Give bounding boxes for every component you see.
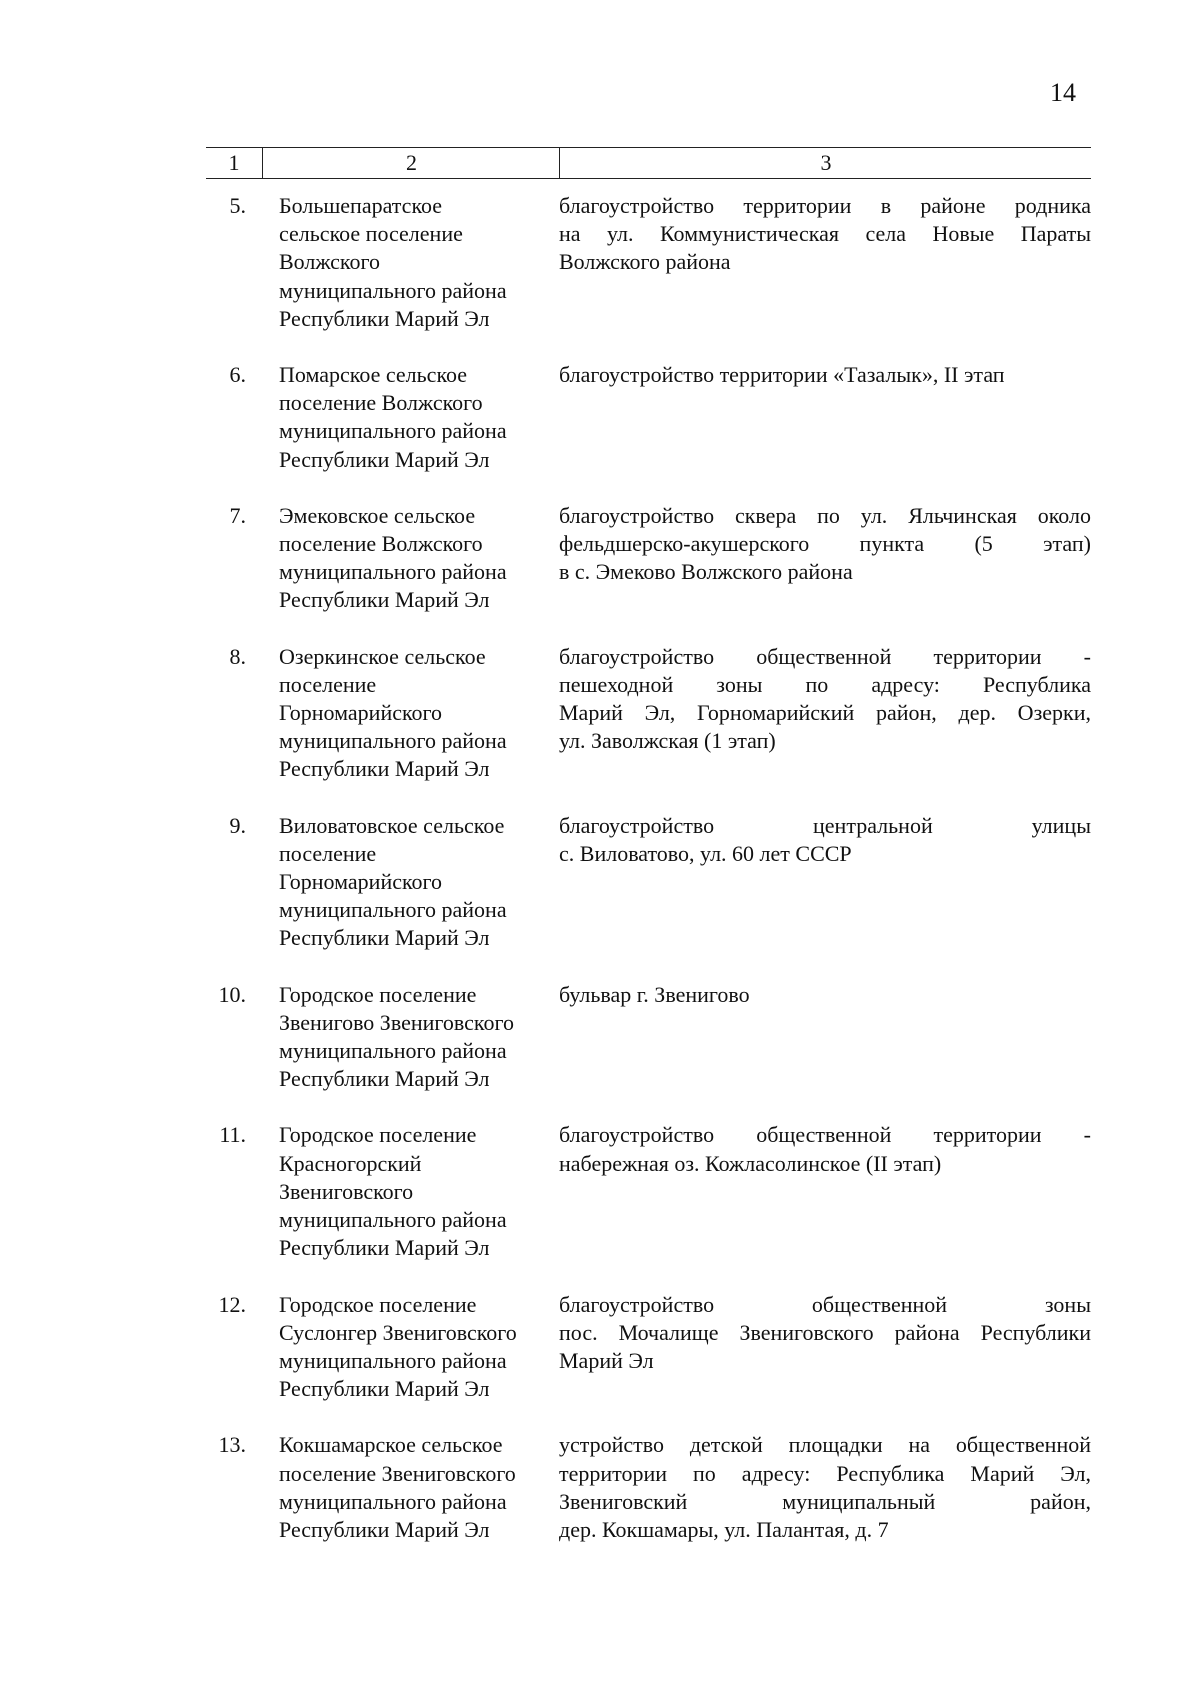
row-number: 5. [229,193,246,218]
row-number: 12. [218,1291,246,1317]
settlement-line: муниципального района [279,1207,507,1233]
settlement-line: муниципального района [279,1488,507,1514]
object-line: Волжского района [559,249,731,275]
settlement-line: Горномарийского [279,700,443,726]
settlement-line: Городское поселение [279,1291,477,1317]
row-number: 10. [218,981,246,1007]
settlement-line: Республики Марий Эл [279,587,490,613]
improvement-object [559,1121,1091,1177]
improvement-object [559,192,1091,277]
settlement-line: Виловатовское сельское [279,812,505,838]
settlement-line: Городское поселение [279,981,477,1007]
table-row [206,643,1091,784]
table-row [206,1121,1091,1262]
settlement-name [279,361,559,474]
settlement-line: Звенигово Звениговского [279,1009,514,1035]
improvement-object [559,1431,1091,1544]
settlement-line: Большепаратское [279,193,443,218]
object-line: благоустройство общественной зоны [559,1291,1091,1317]
settlement-line: поселение [279,840,377,866]
object-line: пешеходной зоны по адресу: Республика [559,671,1091,697]
settlement-name [279,643,559,784]
settlement-name [279,1291,559,1404]
settlement-line: Республики Марий Эл [279,1066,490,1092]
object-line: в с. Эмеково Волжского района [559,559,853,585]
object-line: бульвар г. Звенигово [559,981,750,1007]
table-row [206,502,1091,615]
table-row [206,812,1091,953]
table-body [206,192,1091,1572]
settlement-line: Суслонгер Звениговского [279,1319,517,1345]
object-line: Марий Эл, Горномарийский район, дер. Озерки, [559,700,1091,726]
object-line: устройство детской площадки на общественной [559,1432,1091,1458]
settlement-line: Республики Марий Эл [279,925,490,951]
settlement-line: сельское поселение [279,221,463,247]
settlement-line: муниципального района [279,1347,507,1373]
settlement-line: поселение Волжского [279,390,483,416]
table-row [206,361,1091,474]
object-line: благоустройство общественной территории - [559,643,1091,669]
settlement-line: Эмековское сельское [279,502,476,528]
improvement-object [559,502,1091,587]
improvement-object [559,361,1091,389]
settlement-line: поселение [279,671,377,697]
object-line: благоустройство центральной улицы [559,812,1091,838]
settlement-line: Помарское сельское [279,362,468,388]
settlement-name [279,1121,559,1262]
object-line: на ул. Коммунистическая села Новые Параты [559,221,1091,247]
header-col-3: 3 [559,148,1092,178]
improvement-object [559,812,1091,868]
settlement-line: поселение Волжского [279,531,483,557]
settlement-line: Республики Марий Эл [279,756,490,782]
object-line: набережная оз. Кожласолинское (II этап) [559,1150,942,1176]
page-number: 14 [1050,78,1076,107]
object-line: ул. Заволжская (1 этап) [559,728,776,754]
settlement-name [279,1431,559,1544]
settlement-name [279,192,559,333]
settlement-line: муниципального района [279,897,507,923]
settlement-line: Республики Марий Эл [279,1376,490,1402]
settlement-line: Городское поселение [279,1122,477,1148]
improvement-object [559,981,1091,1009]
settlement-line: Озеркинское сельское [279,643,486,669]
settlement-line: поселение Звениговского [279,1460,516,1486]
settlement-line: муниципального района [279,418,507,444]
settlement-line: муниципального района [279,559,507,585]
object-line: фельдшерско-акушерского пункта (5 этап) [559,531,1091,557]
row-number: 6. [229,362,246,388]
table-header [206,147,1091,179]
row-number: 9. [229,812,246,838]
header-col-1: 1 [228,150,240,175]
improvement-object [559,1291,1091,1376]
header-col-2: 2 [262,148,560,178]
table-row [206,1431,1091,1544]
row-number: 13. [218,1432,246,1458]
table-row [206,1291,1091,1404]
object-line: благоустройство общественной территории - [559,1122,1091,1148]
row-number: 7. [229,502,246,528]
object-line: пос. Мочалище Звениговского района Республики [559,1319,1091,1345]
settlement-line: муниципального района [279,277,507,303]
object-line: с. Виловатово, ул. 60 лет СССР [559,840,852,866]
table-row [206,981,1091,1094]
settlement-line: Кокшамарское сельское [279,1432,503,1458]
table-row [206,192,1091,333]
row-number: 8. [229,643,246,669]
object-line: Звениговский муниципальный район, [559,1488,1091,1514]
settlement-line: Республики Марий Эл [279,446,490,472]
settlement-line: Горномарийского [279,869,443,895]
object-line: территории по адресу: Республика Марий Эл, [559,1460,1091,1486]
object-line: благоустройство территории в районе родника [559,193,1091,218]
settlement-line: Красногорский [279,1150,422,1176]
settlement-line: муниципального района [279,1038,507,1064]
object-line: дер. Кокшамары, ул. Палантая, д. 7 [559,1516,889,1542]
object-line: благоустройство сквера по ул. Яльчинская около [559,502,1091,528]
settlement-line: муниципального района [279,728,507,754]
object-line: Марий Эл [559,1347,654,1373]
settlement-name [279,981,559,1094]
object-line: благоустройство территории «Тазалык», II этап [559,362,1005,388]
settlement-line: Республики Марий Эл [279,1235,490,1261]
improvement-object [559,643,1091,756]
settlement-name [279,502,559,615]
row-number: 11. [219,1122,246,1148]
settlement-line: Звениговского [279,1178,414,1204]
settlement-name [279,812,559,953]
settlement-line: Республики Марий Эл [279,1516,490,1542]
settlement-line: Волжского [279,249,380,275]
settlement-line: Республики Марий Эл [279,305,490,331]
